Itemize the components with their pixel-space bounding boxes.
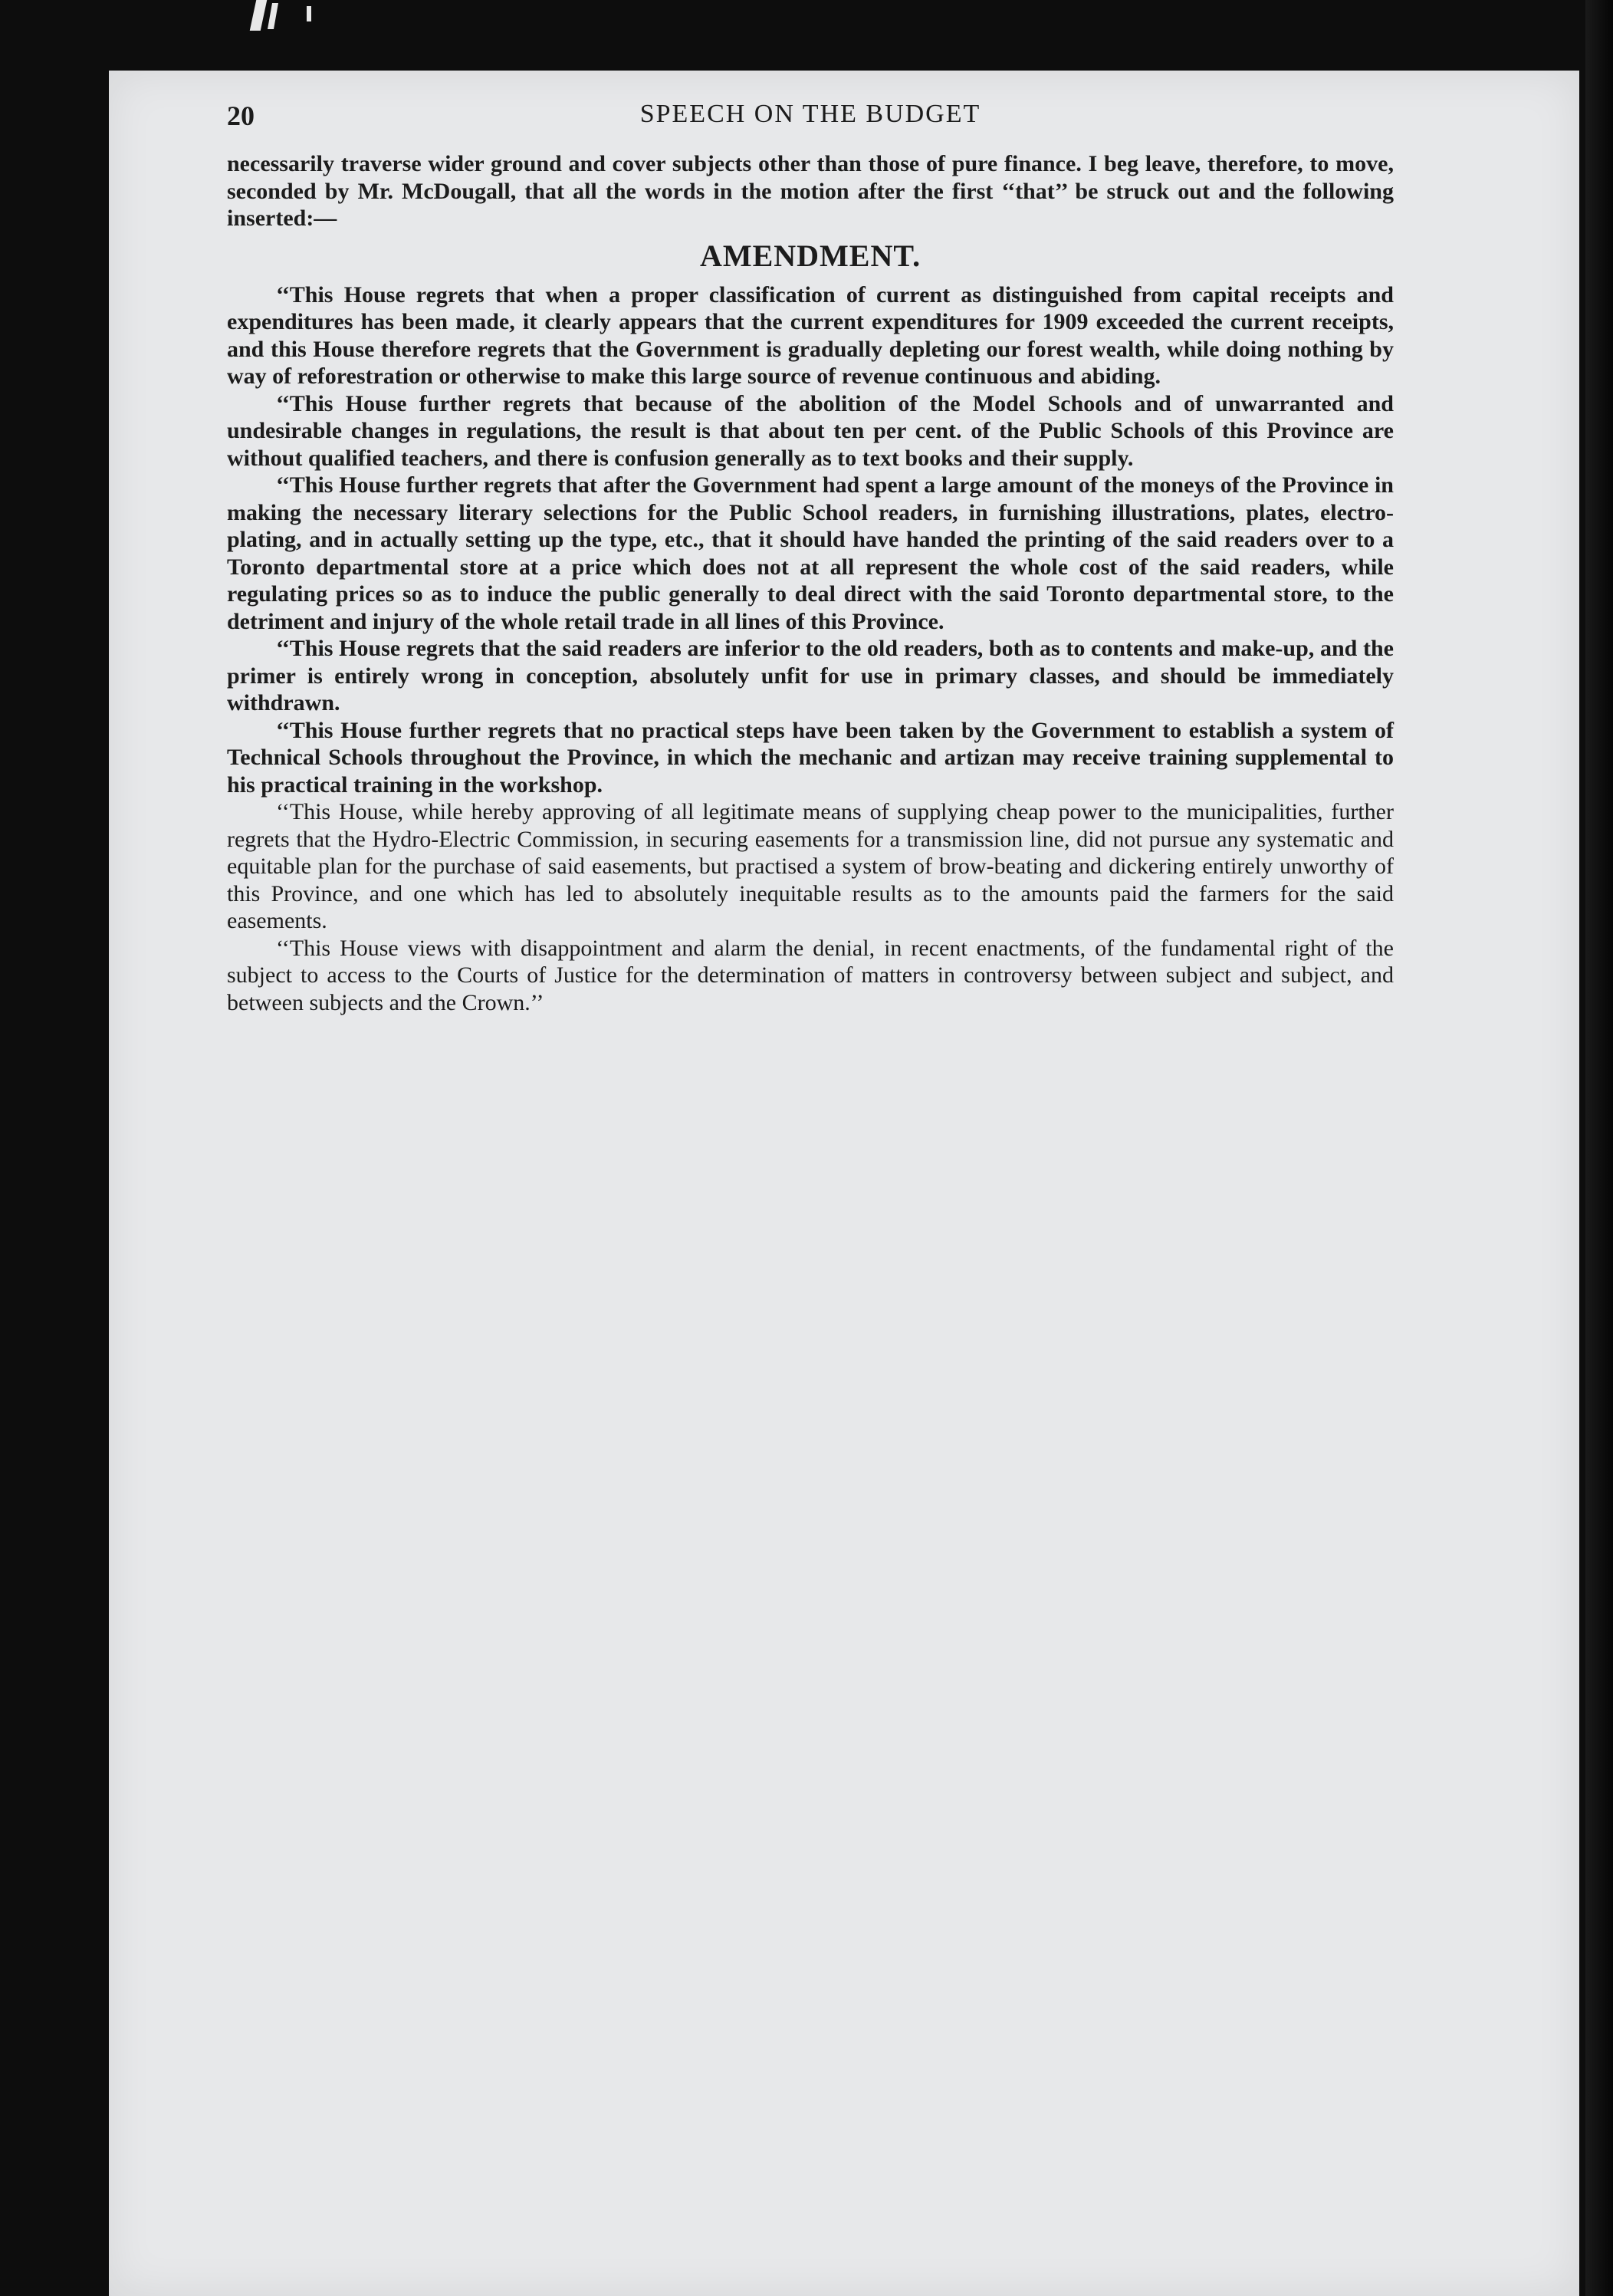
page-edge (1585, 0, 1613, 2296)
amendment-paragraph-7: ‘‘This House views with disappointment and alarm the denial, in recent enactments, of the fundamental right of the subject to access to the Courts of Justice for the determination of matters in controversy between subject and subject, and between subjects and the Crown.’’ (227, 935, 1394, 1015)
amendment-paragraph-2: ‘‘This House further regrets that because of the abolition of the Model Schools and of unwarranted and undesirable changes in regulations, the result is that about ten per cent. of the Public Schools of this Province are without qualified teachers, and there is confusion generally as to text books and their supply. (227, 390, 1394, 471)
running-title: SPEECH ON THE BUDGET (639, 100, 981, 128)
amendment-paragraph-4: ‘‘This House regrets that the said readers are inferior to the old readers, both as to contents and make-up, and the primer is entirely wrong in conception, absolutely unfit for use in primary classes, and should be immediately withdrawn. (227, 636, 1394, 715)
amendment-paragraph-1: ‘‘This House regrets that when a proper classification of current as distinguished from capital receipts and expenditures has been made, it clearly appears that the current expenditures for 1909 exceeded the current receipts, and this House therefore regrets that the Government is gradually depleting our forest wealth, while doing nothing by way of reforestration or otherwise to make this large source of revenue continuous and abiding. (227, 281, 1394, 389)
amendment-paragraph-3: ‘‘This House further regrets that after the Government had spent a large amount of the moneys of the Province in making the necessary literary selections for the Public School readers, in furnishing illustrations, plates, electro-plating, and in actually setting up the type, etc., that it should have handed the printing of the said readers over to a Toronto departmental store at a price which does not at all represent the whole cost of the said readers, while regulating prices so as to induce the public generally to deal direct with the said Toronto departmental store, to the detriment and injury of the whole retail trade in all lines of this Province. (227, 472, 1394, 634)
scan-mark-top-left-2 (268, 3, 278, 29)
page-header (227, 100, 1394, 146)
amendment-paragraph-6: ‘‘This House, while hereby approving of all legitimate means of supplying cheap power to the municipalities, further regrets that the Hydro-Electric Commission, in securing easements for a transmission line, did not pursue any systematic and equitable plan for the purchase of said easements, but practised a system of brow-beating and dickering entirely unworthy of this Province, and one which has led to absolutely inequitable results as to the amounts paid the farmers for the said easements. (227, 799, 1394, 933)
scan-mark-top-left-3 (307, 6, 311, 21)
amendment-heading: AMENDMENT. (699, 238, 921, 273)
body-text (227, 150, 1394, 1016)
amendment-paragraph-5: ‘‘This House further regrets that no practical steps have been taken by the Government to establish a system of Technical Schools throughout the Province, in which the mechanic and artizan may receive training supplemental to his practical training in the workshop. (227, 717, 1394, 798)
scan-mark-top-left (250, 0, 268, 31)
page-number: 20 (227, 100, 255, 131)
intro-paragraph: necessarily traverse wider ground and cover subjects other than those of pure finance. I beg leave, therefore, to move, seconded by Mr. McDougall, that all the words in the motion after the first ‘‘that’’ be struck out and the following inserted:— (227, 151, 1394, 231)
